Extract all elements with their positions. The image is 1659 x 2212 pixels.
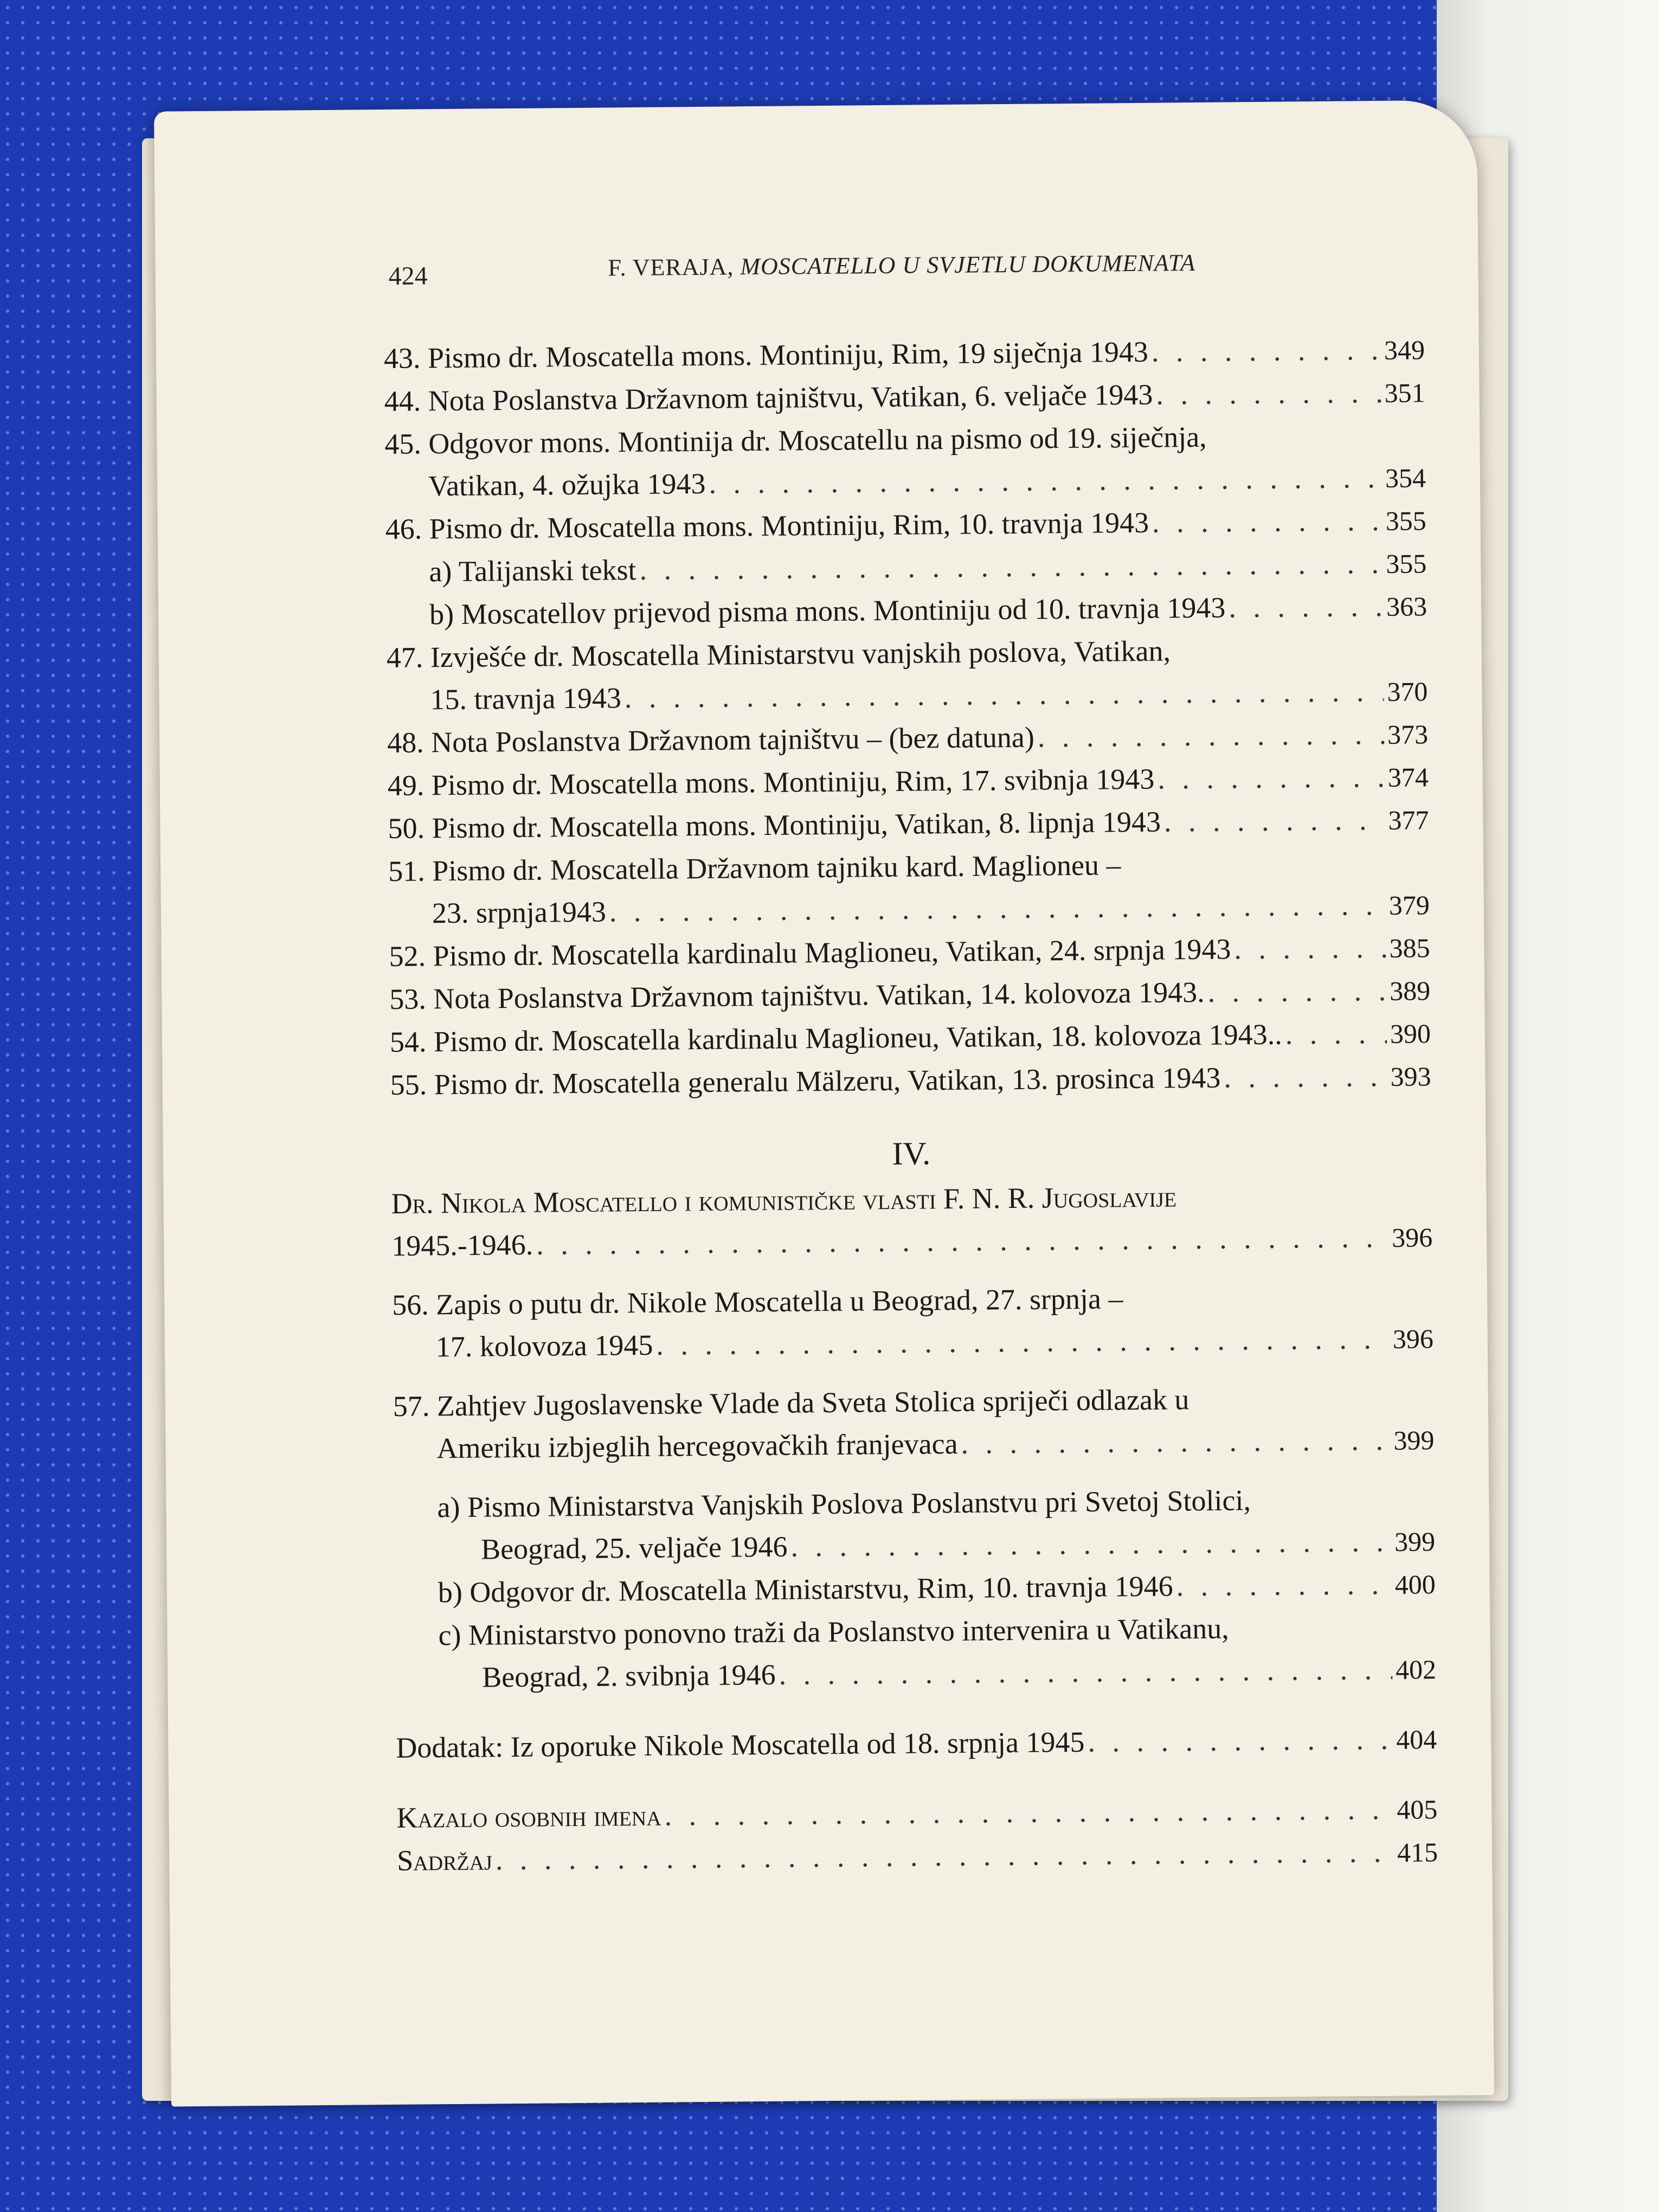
toc-page-number: 377 — [1388, 805, 1429, 835]
toc-entry-text: 48. Nota Poslanstva Državnom tajništvu – (bez datuna) — [387, 721, 1035, 760]
leader-dots — [1038, 713, 1385, 758]
leader-dots — [1152, 329, 1381, 373]
leader-dots — [1285, 1012, 1387, 1056]
leader-dots — [779, 1648, 1392, 1696]
toc-page-number: 349 — [1384, 335, 1425, 365]
toc-entry-text: 23. srpnja1943 — [432, 895, 607, 930]
toc-page-number: 389 — [1389, 975, 1431, 1006]
leader-dots — [1152, 499, 1382, 544]
toc-entry-text: a) Talijanski tekst — [429, 553, 636, 588]
toc-entry-contents[interactable] — [397, 1830, 1438, 1882]
toc-entry-text: 1945.-1946. — [391, 1228, 533, 1262]
toc-page-number: 393 — [1390, 1061, 1431, 1092]
leader-dots — [790, 1520, 1391, 1568]
toc-entry-text: 51. Pismo dr. Moscatella Državnom tajniku kard. Maglioneu – — [388, 848, 1121, 888]
toc-page-number: 404 — [1396, 1724, 1437, 1755]
toc-entry-text: 46. Pismo dr. Moscatella mons. Montiniju, Rim, 10. travnja 1943 — [385, 506, 1149, 546]
leader-dots — [639, 542, 1382, 591]
toc-entry-text: 17. kolovoza 1945 — [435, 1328, 653, 1364]
toc-page-number: 390 — [1390, 1018, 1431, 1049]
leader-dots — [496, 1831, 1394, 1881]
toc-entry-text: Ameriku izbjeglih hercegovačkih franjevaca — [436, 1427, 958, 1465]
toc-entry-text: b) Odgovor dr. Moscatella Ministarstvu, Rim, 10. travnja 1946 — [438, 1570, 1173, 1609]
toc-entry-text: Beograd, 2. svibnja 1946 — [481, 1658, 776, 1694]
toc-page-number: 355 — [1386, 548, 1427, 579]
leader-dots — [1158, 756, 1385, 800]
toc-page-number: 379 — [1388, 890, 1430, 921]
toc-entry-text: 54. Pismo dr. Moscatella kardinalu Maglioneu, Vatikan, 18. kolovoza 1943.. — [389, 1018, 1282, 1058]
toc-entry-text: 55. Pismo dr. Moscatella generalu Mälzeru, Vatikan, 13. prosinca 1943 — [390, 1061, 1221, 1101]
toc-page-number: 405 — [1397, 1794, 1438, 1825]
toc-entry-text: Vatikan, 4. ožujka 1943 — [428, 467, 706, 503]
toc-page-number: 399 — [1393, 1425, 1435, 1456]
toc-entry-text: 15. travnja 1943 — [430, 681, 622, 716]
toc-page-number: 351 — [1384, 377, 1425, 408]
running-head — [388, 247, 1419, 299]
toc-page-number: 400 — [1394, 1569, 1436, 1600]
toc-page-number: 415 — [1397, 1837, 1438, 1868]
leader-dots — [1088, 1718, 1393, 1763]
toc-page-number: 373 — [1387, 719, 1429, 750]
leader-dots — [536, 1216, 1389, 1266]
table-of-contents — [384, 328, 1438, 1882]
toc-page-number: 354 — [1385, 462, 1426, 493]
leader-dots — [1224, 1055, 1387, 1099]
running-title-book: MOSCATELLO U SVJETLU DOKUMENATA — [740, 249, 1196, 280]
toc-page-number: 363 — [1386, 591, 1427, 622]
section-heading: Dr. Nikola Moscatello i komunističke vlasti F. N. R. Jugoslavije — [391, 1180, 1177, 1220]
toc-entry-text: 57. Zahtjev Jugoslavenske Vlade da Sveta Stolica spriječi odlazak u — [393, 1383, 1189, 1423]
toc-page-number: 385 — [1389, 933, 1430, 963]
running-title — [608, 249, 1195, 281]
toc-entry-text: Beograd, 25. veljače 1946 — [480, 1530, 788, 1566]
leader-dots — [961, 1419, 1391, 1465]
toc-page-number: 370 — [1387, 676, 1428, 707]
toc-page-number: 355 — [1385, 505, 1426, 536]
leader-dots — [1176, 1563, 1392, 1607]
leader-dots — [656, 1317, 1390, 1366]
toc-entry-text: Dodatak: Iz oporuke Nikole Moscatella od 18. srpnja 1945 — [396, 1725, 1085, 1764]
toc-entry-text: 47. Izvješće dr. Moscatella Ministarstvu vanjskih poslova, Vatikan, — [386, 634, 1171, 674]
book-page — [154, 100, 1494, 2106]
toc-entry-text: Sadržaj — [396, 1843, 493, 1877]
toc-page-number: 374 — [1387, 762, 1429, 793]
toc-entry-text: a) Pismo Ministarstva Vanjskih Poslova Poslanstvu pri Svetoj Stolici, — [437, 1484, 1251, 1524]
toc-entry-text: 49. Pismo dr. Moscatella mons. Montiniju, Rim, 17. svibnja 1943 — [387, 762, 1155, 802]
leader-dots — [1164, 799, 1385, 843]
toc-page-number: 402 — [1395, 1654, 1437, 1685]
running-title-author: F. VERAJA, — [608, 253, 741, 281]
leader-dots — [709, 456, 1382, 505]
toc-entry-text: Kazalo osobnih imena — [396, 1799, 661, 1834]
leader-dots — [609, 884, 1386, 933]
toc-page-number: 396 — [1391, 1222, 1433, 1253]
toc-entry-text: 56. Zapis o putu dr. Nikole Moscatella u Beograd, 27. srpnja – — [391, 1282, 1123, 1321]
toc-entry-text: 44. Nota Poslanstva Državnom tajništvu, Vatikan, 6. veljače 1943 — [384, 378, 1153, 418]
leader-dots — [625, 670, 1384, 719]
toc-entry-text: c) Ministarstvo ponovno traži da Poslanstvo intervenira u Vatikanu, — [438, 1612, 1229, 1652]
toc-page-number: 396 — [1392, 1323, 1434, 1354]
toc-entry-text: 45. Odgovor mons. Montinija dr. Moscatellu na pismo od 19. siječnja, — [384, 420, 1207, 461]
toc-entry-text: 52. Pismo dr. Moscatella kardinalu Maglioneu, Vatikan, 24. srpnja 1943 — [389, 933, 1231, 973]
leader-dots — [664, 1788, 1393, 1837]
toc-entry-text: 50. Pismo dr. Moscatella mons. Montiniju, Vatikan, 8. lipnja 1943 — [388, 805, 1161, 845]
page-number: 424 — [388, 261, 428, 291]
toc-entry-text: 43. Pismo dr. Moscatella mons. Montiniju, Rim, 19 siječnja 1943 — [383, 335, 1149, 375]
toc-section-iii — [384, 328, 1431, 1107]
toc-entry-text: 53. Nota Poslanstva Državnom tajništvu. Vatikan, 14. kolovoza 1943. — [389, 975, 1205, 1015]
leader-dots — [1207, 969, 1386, 1013]
toc-entry[interactable] — [390, 1054, 1431, 1107]
leader-dots — [1229, 585, 1383, 628]
leader-dots — [1234, 927, 1386, 970]
section-number: IV. — [892, 1135, 931, 1172]
leader-dots — [1156, 371, 1381, 416]
toc-entry-text: b) Moscatellov prijevod pisma mons. Montiniju od 10. travnja 1943 — [429, 591, 1226, 631]
toc-page-number: 399 — [1394, 1526, 1436, 1557]
